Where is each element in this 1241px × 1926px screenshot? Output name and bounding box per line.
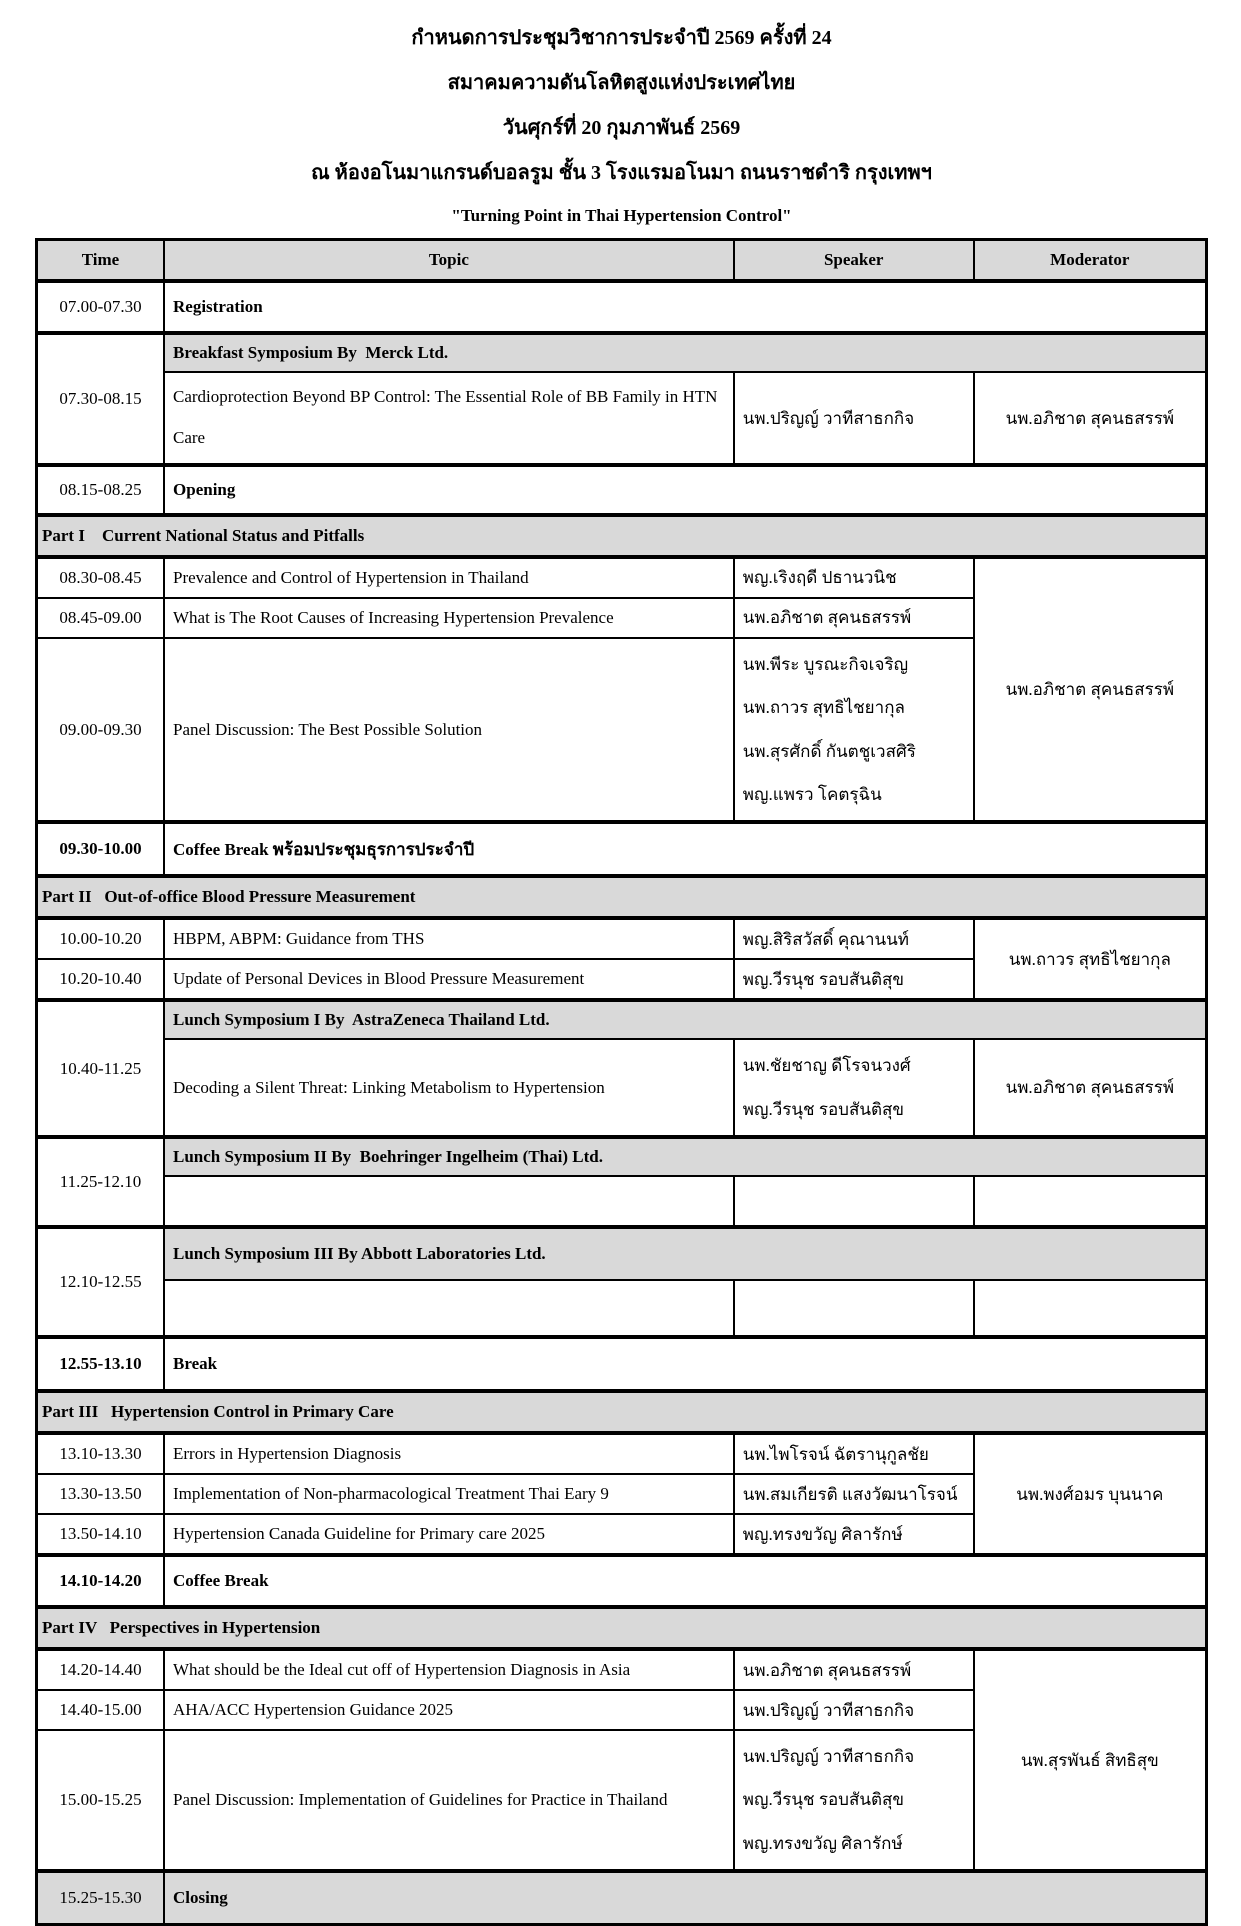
part4-3-time: 15.00-15.25 xyxy=(37,1730,165,1871)
row-lunch3-banner xyxy=(37,1227,1207,1280)
breakfast-time: 07.30-08.15 xyxy=(37,333,165,465)
col-header-moderator: Moderator xyxy=(974,240,1207,282)
panel-speaker: นพ.ถาวร สุทธิไชยากุล xyxy=(742,698,905,718)
table-header-row xyxy=(37,240,1207,282)
row-part1-band xyxy=(37,515,1207,557)
panel-speaker: นพ.ชัยชาญ ดีโรจนวงศ์ xyxy=(742,1056,911,1076)
coffee2-topic: Coffee Break xyxy=(164,1555,1206,1607)
part2-label: Part II Out-of-office Blood Pressure Measurement xyxy=(37,876,1207,918)
part1-1-speaker: พญ.เริงฤดี ปธานวนิช xyxy=(734,557,974,598)
part4-2-speaker: นพ.ปริญญ์ วาทีสาธกกิจ xyxy=(734,1690,974,1730)
coffee1-time: 09.30-10.00 xyxy=(37,822,165,876)
part1-3-time: 09.00-09.30 xyxy=(37,638,165,822)
part3-2-speaker: นพ.สมเกียรติ แสงวัฒนาโรจน์ xyxy=(734,1474,974,1514)
lunch1-speakers xyxy=(734,1039,974,1137)
panel-speaker: พญ.วีรนุช รอบสันติสุข xyxy=(742,1790,904,1810)
coffee1-topic: Coffee Break พร้อมประชุมธุรการประจำปี xyxy=(164,822,1206,876)
row-coffee1 xyxy=(37,822,1207,876)
part3-3-time: 13.50-14.10 xyxy=(37,1514,165,1555)
part3-1-time: 13.10-13.30 xyxy=(37,1433,165,1474)
breakfast-moderator: นพ.อภิชาต สุคนธสรรพ์ xyxy=(974,372,1207,465)
part1-label: Part I Current National Status and Pitfalls xyxy=(37,515,1207,557)
coffee2-time: 14.10-14.20 xyxy=(37,1555,165,1607)
closing-time: 15.25-15.30 xyxy=(37,1871,165,1925)
panel-speaker: พญ.วีรนุช รอบสันติสุข xyxy=(742,1099,904,1119)
part4-3-speakers xyxy=(734,1730,974,1871)
part4-1-topic: What should be the Ideal cut off of Hypertension Diagnosis in Asia xyxy=(164,1649,734,1690)
part1-2-time: 08.45-09.00 xyxy=(37,598,165,638)
lunch2-topic xyxy=(164,1176,734,1227)
part2-1-time: 10.00-10.20 xyxy=(37,918,165,959)
lunch1-moderator: นพ.อภิชาต สุคนธสรรพ์ xyxy=(974,1039,1207,1137)
lunch1-topic: Decoding a Silent Threat: Linking Metabolism to Hypertension xyxy=(164,1039,734,1137)
part1-3-topic: Panel Discussion: The Best Possible Solution xyxy=(164,638,734,822)
row-lunch1-banner xyxy=(37,1000,1207,1039)
part3-3-speaker: พญ.ทรงขวัญ ศิลารักษ์ xyxy=(734,1514,974,1555)
row-lunch3-session xyxy=(37,1280,1207,1337)
part3-1-topic: Errors in Hypertension Diagnosis xyxy=(164,1433,734,1474)
part2-2-time: 10.20-10.40 xyxy=(37,959,165,1000)
row-break xyxy=(37,1337,1207,1391)
lunch3-time: 12.10-12.55 xyxy=(37,1227,165,1337)
registration-topic: Registration xyxy=(164,281,1206,333)
document-header xyxy=(35,26,1208,226)
lunch1-banner: Lunch Symposium I By AstraZeneca Thailand Ltd. xyxy=(164,1000,1206,1039)
part1-1-time: 08.30-08.45 xyxy=(37,557,165,598)
row-breakfast-session xyxy=(37,372,1207,465)
part3-2-topic: Implementation of Non-pharmacological Treatment Thai Eary 9 xyxy=(164,1474,734,1514)
registration-time: 07.00-07.30 xyxy=(37,281,165,333)
part1-1-topic: Prevalence and Control of Hypertension in Thailand xyxy=(164,557,734,598)
part2-1-topic: HBPM, ABPM: Guidance from THS xyxy=(164,918,734,959)
title-line-4: ณ ห้องอโนมาแกรนด์บอลรูม ชั้น 3 โรงแรมอโนมา ถนนราชดำริ กรุงเทพฯ xyxy=(311,162,932,184)
lunch2-speaker xyxy=(734,1176,974,1227)
part4-3-topic: Panel Discussion: Implementation of Guidelines for Practice in Thailand xyxy=(164,1730,734,1871)
breakfast-topic: Cardioprotection Beyond BP Control: The Essential Role of BB Family in HTN Care xyxy=(164,372,734,465)
part4-2-topic: AHA/ACC Hypertension Guidance 2025 xyxy=(164,1690,734,1730)
part4-2-time: 14.40-15.00 xyxy=(37,1690,165,1730)
closing-topic: Closing xyxy=(164,1871,1206,1925)
lunch2-time: 11.25-12.10 xyxy=(37,1137,165,1227)
panel-speaker: นพ.สุรศักดิ์ กันตชูเวสศิริ xyxy=(742,741,916,761)
row-closing xyxy=(37,1871,1207,1925)
row-breakfast-banner xyxy=(37,333,1207,372)
lunch3-speaker xyxy=(734,1280,974,1337)
row-part4-band xyxy=(37,1607,1207,1649)
row-part4-1 xyxy=(37,1649,1207,1690)
opening-time: 08.15-08.25 xyxy=(37,465,165,515)
part4-1-time: 14.20-14.40 xyxy=(37,1649,165,1690)
part4-moderator: นพ.สุรพันธ์ สิทธิสุข xyxy=(974,1649,1207,1871)
part3-moderator: นพ.พงศ์อมร บุนนาค xyxy=(974,1433,1207,1555)
row-part3-band xyxy=(37,1391,1207,1433)
breakfast-speaker: นพ.ปริญญ์ วาทีสาธกกิจ xyxy=(734,372,974,465)
row-lunch1-session xyxy=(37,1039,1207,1137)
lunch3-moderator xyxy=(974,1280,1207,1337)
lunch2-banner: Lunch Symposium II By Boehringer Ingelheim (Thai) Ltd. xyxy=(164,1137,1206,1176)
lunch3-topic xyxy=(164,1280,734,1337)
part3-3-topic: Hypertension Canada Guideline for Primary care 2025 xyxy=(164,1514,734,1555)
row-part2-1 xyxy=(37,918,1207,959)
part1-3-speakers xyxy=(734,638,974,822)
row-part2-band xyxy=(37,876,1207,918)
break-topic: Break xyxy=(164,1337,1206,1391)
part1-2-topic: What is The Root Causes of Increasing Hypertension Prevalence xyxy=(164,598,734,638)
opening-topic: Opening xyxy=(164,465,1206,515)
row-lunch2-banner xyxy=(37,1137,1207,1176)
panel-speaker: พญ.ทรงขวัญ ศิลารักษ์ xyxy=(742,1833,903,1853)
lunch3-banner: Lunch Symposium III By Abbott Laboratories Ltd. xyxy=(164,1227,1206,1280)
part1-2-speaker: นพ.อภิชาต สุคนธสรรพ์ xyxy=(734,598,974,638)
row-lunch2-session xyxy=(37,1176,1207,1227)
part3-2-time: 13.30-13.50 xyxy=(37,1474,165,1514)
col-header-topic: Topic xyxy=(164,240,734,282)
part2-2-topic: Update of Personal Devices in Blood Pressure Measurement xyxy=(164,959,734,1000)
part4-1-speaker: นพ.อภิชาต สุคนธสรรพ์ xyxy=(734,1649,974,1690)
part2-2-speaker: พญ.วีรนุช รอบสันติสุข xyxy=(734,959,974,1000)
row-part3-1 xyxy=(37,1433,1207,1474)
row-part1-1 xyxy=(37,557,1207,598)
part3-1-speaker: นพ.ไพโรจน์ ฉัตรานุกูลชัย xyxy=(734,1433,974,1474)
part2-moderator: นพ.ถาวร สุทธิไชยากุล xyxy=(974,918,1207,1000)
title-line-5: "Turning Point in Thai Hypertension Control" xyxy=(451,206,792,225)
part2-1-speaker: พญ.สิริสวัสดิ์ คุณานนท์ xyxy=(734,918,974,959)
panel-speaker: นพ.ปริญญ์ วาทีสาธกกิจ xyxy=(742,1747,915,1767)
row-registration xyxy=(37,281,1207,333)
lunch2-moderator xyxy=(974,1176,1207,1227)
part3-label: Part III Hypertension Control in Primary Care xyxy=(37,1391,1207,1433)
break-time: 12.55-13.10 xyxy=(37,1337,165,1391)
row-opening xyxy=(37,465,1207,515)
agenda-table xyxy=(35,238,1208,1926)
row-coffee2 xyxy=(37,1555,1207,1607)
title-line-3: วันศุกร์ที่ 20 กุมภาพันธ์ 2569 xyxy=(502,117,741,139)
panel-speaker: นพ.พีระ บูรณะกิจเจริญ xyxy=(742,654,909,674)
lunch1-time: 10.40-11.25 xyxy=(37,1000,165,1137)
col-header-time: Time xyxy=(37,240,165,282)
part1-moderator: นพ.อภิชาต สุคนธสรรพ์ xyxy=(974,557,1207,822)
title-line-2: สมาคมความดันโลหิตสูงแห่งประเทศไทย xyxy=(447,72,796,94)
title-line-1: กำหนดการประชุมวิชาการประจำปี 2569 ครั้งที่ 24 xyxy=(411,27,832,49)
panel-speaker: พญ.แพรว โคตรุฉิน xyxy=(742,785,882,805)
col-header-speaker: Speaker xyxy=(734,240,974,282)
breakfast-banner: Breakfast Symposium By Merck Ltd. xyxy=(164,333,1206,372)
part4-label: Part IV Perspectives in Hypertension xyxy=(37,1607,1207,1649)
